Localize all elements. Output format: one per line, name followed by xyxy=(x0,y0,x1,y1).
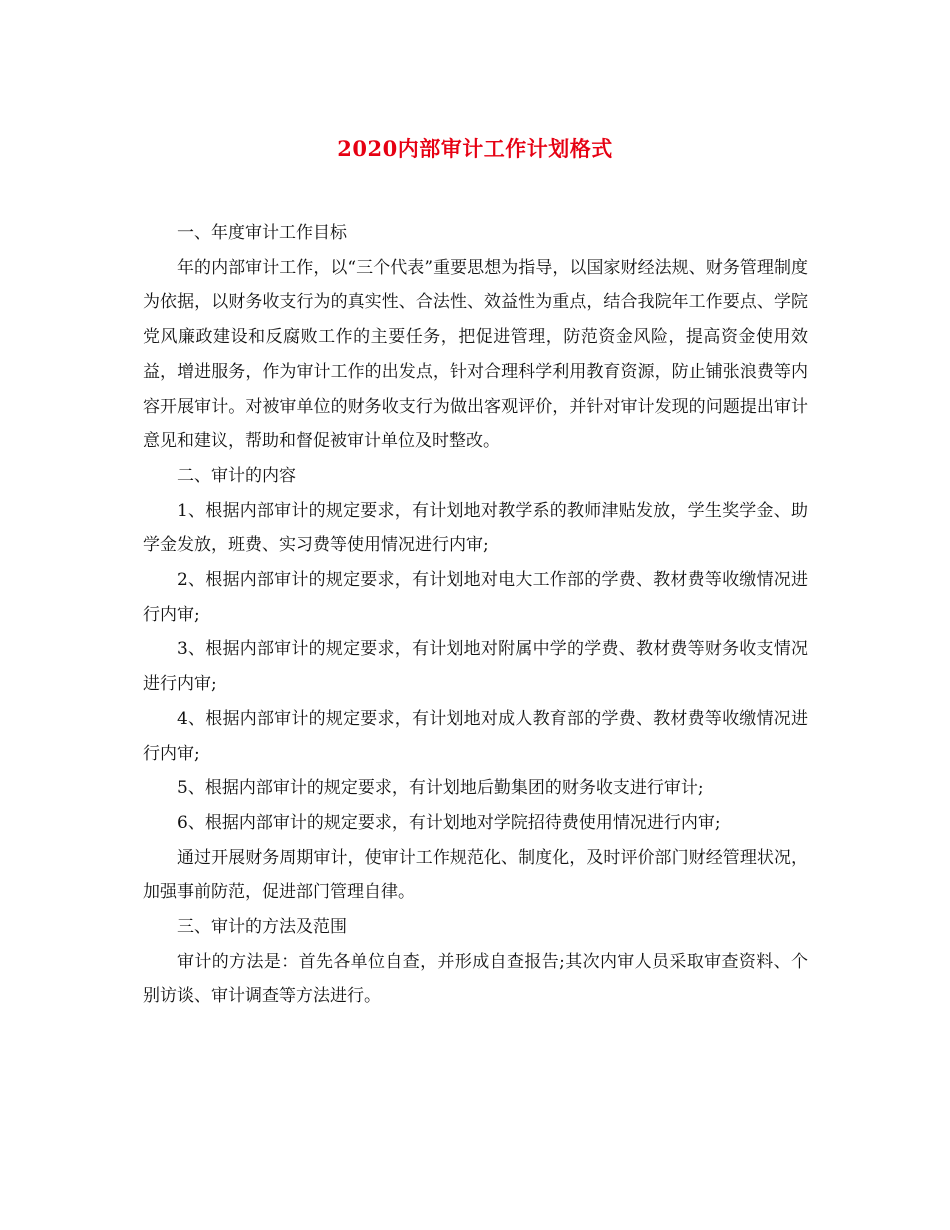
section-heading-goals: 一、年度审计工作目标 xyxy=(177,223,347,243)
list-item-1: 1、根据内部审计的规定要求，有计划地对教学系的教师津贴发放，学生奖学金、助学金发放，班费、实习费等使用情况进行内审; xyxy=(143,500,808,556)
list-item-5: 5、根据内部审计的规定要求，有计划地后勤集团的财务收支进行审计; xyxy=(177,778,704,799)
list-item-2: 2、根据内部审计的规定要求，有计划地对电大工作部的学费、教材费等收缴情况进行内审; xyxy=(143,570,808,625)
list-item-6: 6、根据内部审计的规定要求，有计划地对学院招待费使用情况进行内审; xyxy=(177,812,721,833)
list-item-3: 3、根据内部审计的规定要求，有计划地对附属中学的学费、教材费等财务收支情况进行内审; xyxy=(143,639,808,695)
document-title: 2020内部审计工作计划格式 xyxy=(337,136,613,161)
paragraph-summary: 通过开展财务周期审计，使审计工作规范化、制度化，及时评价部门财经管理状况，加强事前防范，促进部门管理自律。 xyxy=(143,847,808,903)
paragraph-goals: 年的内部审计工作，以“三个代表”重要思想为指导，以国家财经法规、财务管理制度为依据，以财务收支行为的真实性、合法性、效益性为重点，结合我院年工作要点、学院党风廉政建设和反腐败工作的主要任务，把促进管理，防范资金风险，提高资金使用效益，增进服务，作为审计工作的出发点，针对合理科学利用教育资源，防止铺张浪费等内容开展审计。对被审单位的财务收支行为做出客观评价，并针对审计发现的问题提出审计意见和建议，帮助和督促被审计单位及时整改。 xyxy=(143,257,808,452)
section-heading-methods: 三、审计的方法及范围 xyxy=(177,917,347,938)
document-body xyxy=(143,216,808,1014)
section-heading-content: 二、审计的内容 xyxy=(177,465,296,486)
list-item-4: 4、根据内部审计的规定要求，有计划地对成人教育部的学费、教材费等收缴情况进行内审; xyxy=(143,708,808,764)
paragraph-methods: 审计的方法是：首先各单位自查，并形成自查报告;其次内审人员采取审查资料、个别访谈、审计调查等方法进行。 xyxy=(143,951,808,1007)
